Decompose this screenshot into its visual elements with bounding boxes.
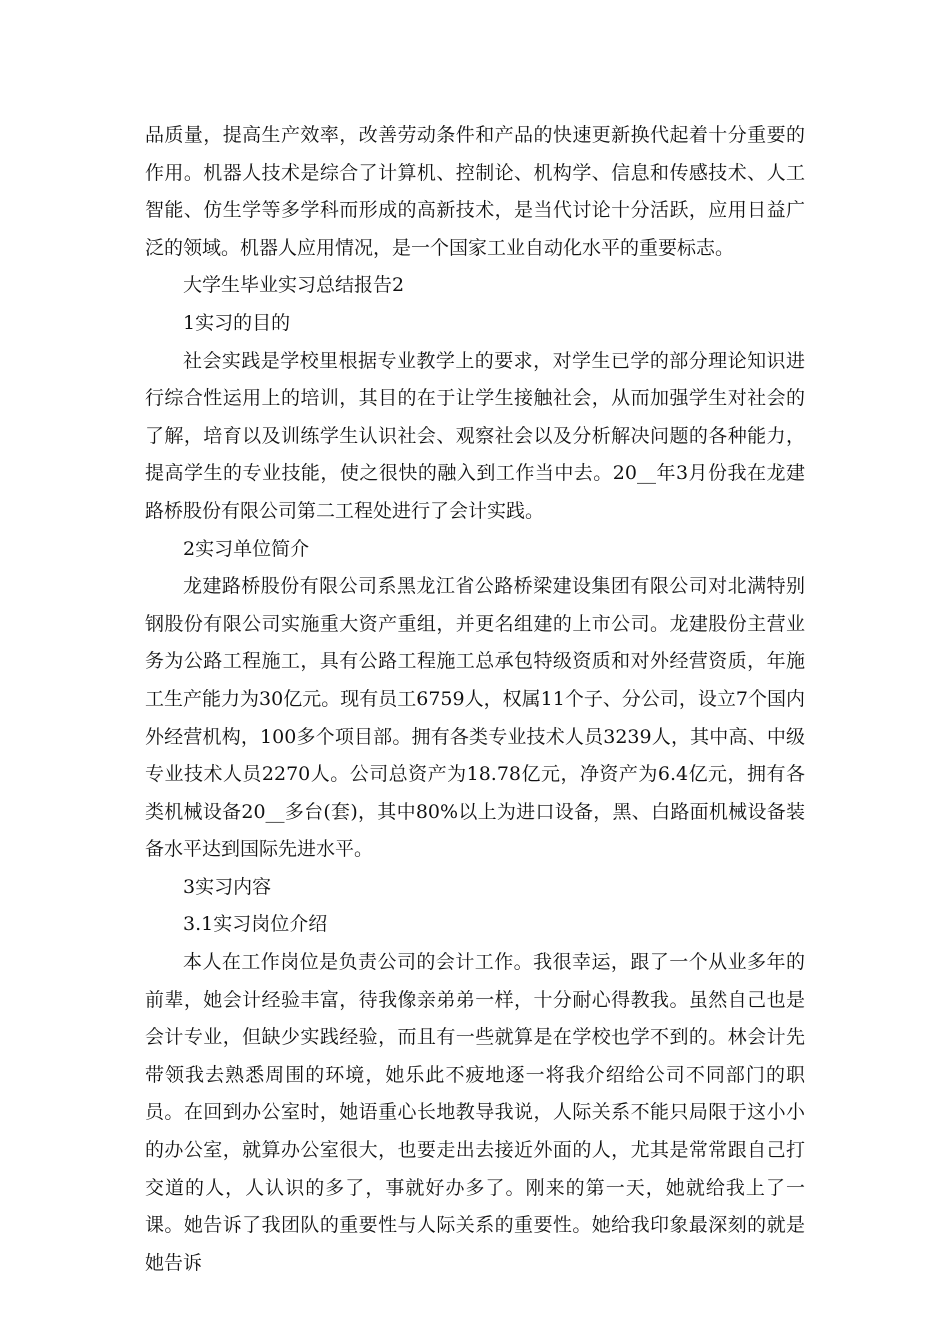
paragraph-company-intro: 龙建路桥股份有限公司系黑龙江省公路桥梁建设集团有限公司对北满特别钢股份有限公司实施重大资产重组，并更名组建的上市公司。龙建股份主营业务为公路工程施工，具有公路工程施工总承包特级资质和对外经营资质，年施工生产能力为30亿元。现有员工6759人，权属11个子、分公司，设立7个国内外经营机构，100多个项目部。拥有各类专业技术人员3239人，其中高、中级专业技术人员2270人。公司总资产为18.78亿元，净资产为6.4亿元，拥有各类机械设备20__多台(套)，其中80%以上为进口设备，黑、白路面机械设备装备水平达到国际先进水平。 xyxy=(145,575,805,861)
paragraph-internship-purpose: 社会实践是学校里根据专业教学上的要求，对学生已学的部分理论知识进行综合性运用上的培训，其目的在于让学生接触社会，从而加强学生对社会的了解，培育以及训练学生认识社会、观察社会以及分析解决问题的各种能力，提高学生的专业技能，使之很快的融入到工作当中去。20__年3月份我在龙建路桥股份有限公司第二工程处进行了会计实践。 xyxy=(145,349,805,522)
paragraph-position-intro: 本人在工作岗位是负责公司的会计工作。我很幸运，跟了一个从业多年的前辈，她会计经验丰富，待我像亲弟弟一样，十分耐心得教我。虽然自己也是会计专业，但缺少实践经验，而且有一些就算是在学校也学不到的。林会计先带领我去熟悉周围的环境，她乐此不疲地逐一将我介绍给公司不同部门的职员。在回到办公室时，她语重心长地教导我说，人际关系不能只局限于这小小的办公室，就算办公室很大，也要走出去接近外面的人，尤其是常常跟自己打交道的人，人认识的多了，事就好办多了。刚来的第一天，她就给我上了一课。她告诉了我团队的重要性与人际关系的重要性。她给我印象最深刻的就是她告诉 xyxy=(145,951,805,1274)
paragraph-intro-continuation: 品质量，提高生产效率，改善劳动条件和产品的快速更新换代起着十分重要的作用。机器人技术是综合了计算机、控制论、机构学、信息和传感技术、人工智能、仿生学等多学科而形成的高新技术，是当代讨论十分活跃，应用日益广泛的领域。机器人应用情况，是一个国家工业自动化水平的重要标志。 xyxy=(145,124,805,259)
heading-internship-purpose: 1实习的目的 xyxy=(183,311,291,334)
document-page xyxy=(145,117,805,1282)
heading-position-intro: 3.1实习岗位介绍 xyxy=(183,913,328,936)
heading-internship-content: 3实习内容 xyxy=(183,875,272,898)
heading-company-intro: 2实习单位简介 xyxy=(183,537,310,560)
section-title-report-2: 大学生毕业实习总结报告2 xyxy=(183,274,405,297)
